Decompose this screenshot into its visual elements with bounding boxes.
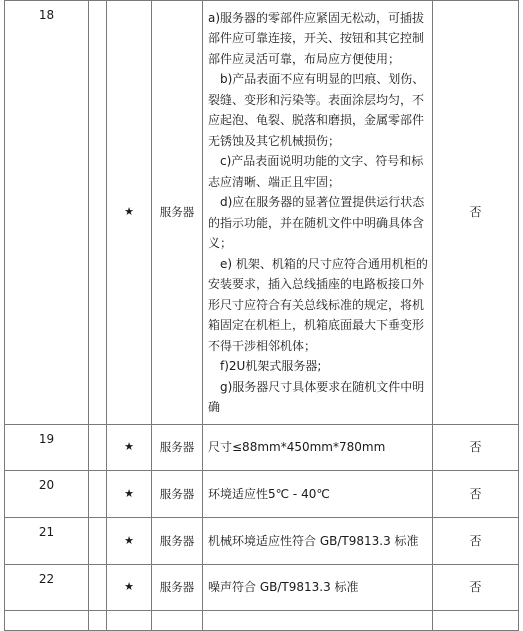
blank-cell	[152, 611, 203, 631]
table-row	[5, 1, 519, 425]
response-cell: 否	[433, 425, 519, 471]
table-row	[5, 471, 519, 518]
description-cell	[203, 1, 433, 425]
table-row	[5, 565, 519, 611]
requirement-paragraph: g)服务器尺寸具体要求在随机文件中明确	[208, 379, 425, 414]
row-number: 21	[5, 518, 89, 565]
description-cell: 噪声符合 GB/T9813.3 标准	[203, 565, 433, 611]
blank-cell	[433, 611, 519, 631]
requirement-paragraph: b)产品表面不应有明显的凹痕、划伤、裂缝、变形和污染等。表面涂层均匀，不应起泡、龟裂、脱落和磨损，金属零部件无锈蚀及其它机械损伤；	[208, 72, 425, 148]
category-cell: 服务器	[152, 518, 203, 565]
spec-table	[4, 0, 519, 631]
blank-cell	[203, 611, 433, 631]
requirement-paragraph: d)应在服务器的显著位置提供运行状态的指示功能，并在随机文件中明确具体含义；	[208, 195, 425, 250]
requirement-paragraph: f)2U机架式服务器;	[220, 359, 322, 373]
blank-cell	[89, 425, 107, 471]
star-mark: ★	[107, 425, 152, 471]
response-cell: 否	[433, 518, 519, 565]
star-mark: ★	[107, 471, 152, 518]
blank-cell	[107, 611, 152, 631]
table-row	[5, 611, 519, 631]
blank-cell	[5, 611, 89, 631]
table-row	[5, 518, 519, 565]
blank-cell	[89, 565, 107, 611]
blank-cell	[89, 611, 107, 631]
star-mark: ★	[107, 518, 152, 565]
star-mark: ★	[107, 565, 152, 611]
response-cell: 否	[433, 471, 519, 518]
category-cell: 服务器	[152, 471, 203, 518]
table-row	[5, 425, 519, 471]
requirement-paragraph: e) 机架、机箱的尺寸应符合通用机柜的安装要求，插入总线插座的电路板接口外形尺寸应符合有关总线标准的规定，将机箱固定在机柜上，机箱底面最大下垂变形不得干涉相邻机体；	[208, 256, 428, 353]
row-number: 18	[5, 1, 89, 425]
description-cell: 尺寸≤88mm*450mm*780mm	[203, 425, 433, 471]
category-cell: 服务器	[152, 1, 203, 425]
row-number: 20	[5, 471, 89, 518]
star-mark: ★	[107, 1, 152, 425]
description-cell: 环境适应性5℃ - 40℃	[203, 471, 433, 518]
blank-cell	[89, 1, 107, 425]
row-number: 19	[5, 425, 89, 471]
response-cell: 否	[433, 565, 519, 611]
blank-cell	[89, 471, 107, 518]
category-cell: 服务器	[152, 425, 203, 471]
response-cell: 否	[433, 1, 519, 425]
requirement-paragraph: a)服务器的零部件应紧固无松动，可插拔部件应可靠连接，开关、按钮和其它控制部件应灵活可靠，布局应方便使用；	[208, 10, 425, 66]
requirement-paragraph: c)产品表面说明功能的文字、符号和标志应清晰、端正且牢固；	[208, 154, 424, 189]
description-cell: 机械环境适应性符合 GB/T9813.3 标准	[203, 518, 433, 565]
blank-cell	[89, 518, 107, 565]
row-number: 22	[5, 565, 89, 611]
category-cell: 服务器	[152, 565, 203, 611]
